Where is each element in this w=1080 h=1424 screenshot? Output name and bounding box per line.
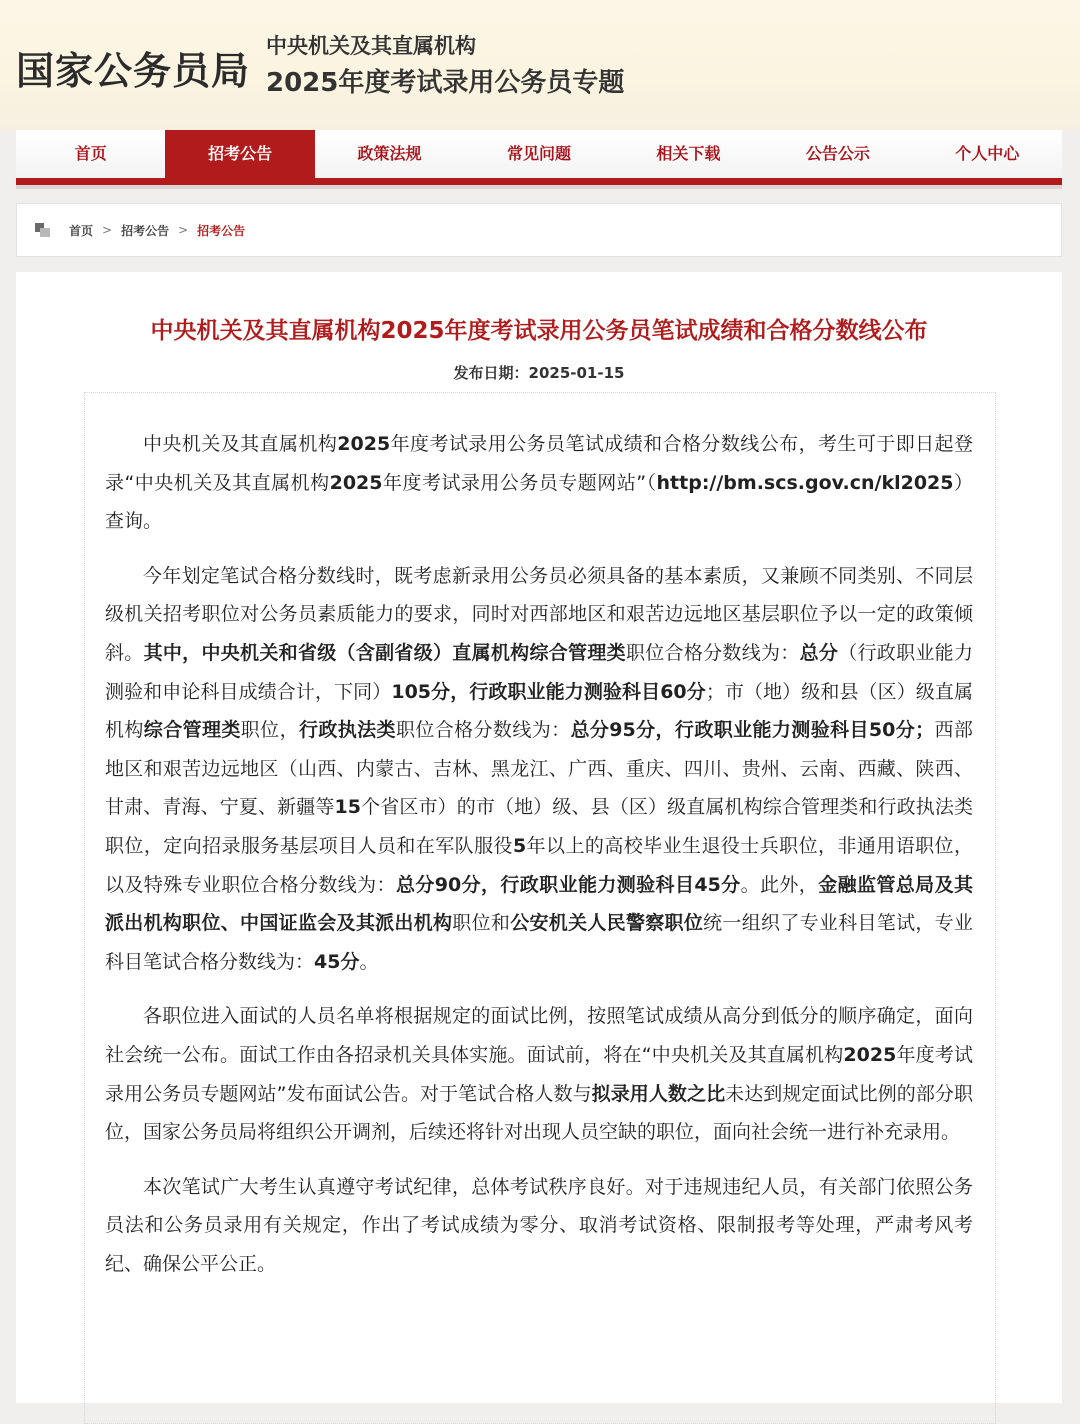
site-topic-title: 2025年度考试录用公务员专题 [266, 68, 625, 98]
site-subtitle: 中央机关及其直属机构 [266, 34, 476, 58]
breadcrumb-separator: > [178, 223, 189, 237]
main-nav [16, 130, 1062, 185]
article-body-frame [84, 392, 996, 1424]
breadcrumb-home[interactable]: 首页 [69, 223, 94, 238]
paragraph-1: 中央机关及其直属机构2025年度考试录用公务员笔试成绩和合格分数线公布，考生可于即日起登录“中央机关及其直属机构2025年度考试录用公务员专题网站”（http://bm.scs.gov.cn/kl2025）查询。 [105, 433, 973, 533]
paragraph-2: 今年划定笔试合格分数线时，既考虑新录用公务员必须具备的基本素质，又兼顾不同类别、不同层级机关招考职位对公务员素质能力的要求，同时对西部地区和艰苦边远地区基层职位予以一定的政策倾斜。其中，中央机关和省级（含副省级）直属机构综合管理类职位合格分数线为：总分（行政职业能力测验和申论科目成绩合计，下同）105分，行政职业能力测验科目60分；市（地）级和县（区）级直属机构综合管理类职位，行政执法类职位合格分数线为：总分95分，行政职业能力测验科目50分；西部地区和艰苦边远地区（山西、内蒙古、吉林、黑龙江、广西、重庆、四川、贵州、云南、西藏、陕西、甘肃、青海、宁夏、新疆等15个省区市）的市（地）级、县（区）级直属机构综合管理类和行政执法类职位，定向招录服务基层项目人员和在军队服役5年以上的高校毕业生退役士兵职位，非通用语职位，以及特殊专业职位合格分数线为：总分90分，行政职业能力测验科目45分。此外，金融监管总局及其派出机构职位、中国证监会及其派出机构职位和公安机关人民警察职位统一组织了专业科目笔试，专业科目笔试合格分数线为：45分。 [105, 564, 973, 973]
nav-personal-center[interactable]: 个人中心 [955, 144, 1020, 163]
nav-faq[interactable]: 常见问题 [506, 144, 571, 163]
nav-home[interactable]: 首页 [74, 144, 107, 163]
nav-divider [16, 185, 1062, 189]
breadcrumb-current: 招考公告 [197, 223, 246, 238]
location-icon [35, 223, 51, 237]
site-header [0, 0, 1080, 130]
article-card [16, 272, 1062, 1403]
article-body [105, 425, 973, 1299]
breadcrumb [16, 203, 1062, 257]
article-title: 中央机关及其直属机构2025年度考试录用公务员笔试成绩和合格分数线公布 [150, 318, 928, 344]
nav-downloads[interactable]: 相关下载 [656, 144, 721, 163]
paragraph-4: 本次笔试广大考生认真遵守考试纪律，总体考试秩序良好。对于违规违纪人员，有关部门依照公务员法和公务员录用有关规定，作出了考试成绩为零分、取消考试资格、限制报考等处理，严肃考风考纪、确保公平公正。 [105, 1175, 973, 1275]
nav-announcements[interactable]: 公告公示 [805, 144, 870, 163]
breadcrumb-separator: > [102, 223, 113, 237]
breadcrumb-section[interactable]: 招考公告 [121, 223, 170, 238]
site-logo[interactable]: 国家公务员局 [16, 49, 251, 93]
nav-recruitment-notice[interactable]: 招考公告 [165, 130, 314, 178]
publish-date: 发布日期：2025-01-15 [453, 364, 625, 382]
paragraph-3: 各职位进入面试的人员名单将根据规定的面试比例，按照笔试成绩从高分到低分的顺序确定，面向社会统一公布。面试工作由各招录机关具体实施。面试前，将在“中央机关及其直属机构2025年度考试录用公务员专题网站”发布面试公告。对于笔试合格人数与拟录用人数之比未达到规定面试比例的部分职位，国家公务员局将组织公开调剂，后续还将针对出现人员空缺的职位，面向社会统一进行补充录用。 [105, 1005, 973, 1144]
results-url-link[interactable]: http://bm.scs.gov.cn/kl2025 [656, 471, 954, 494]
nav-policy[interactable]: 政策法规 [357, 144, 422, 163]
